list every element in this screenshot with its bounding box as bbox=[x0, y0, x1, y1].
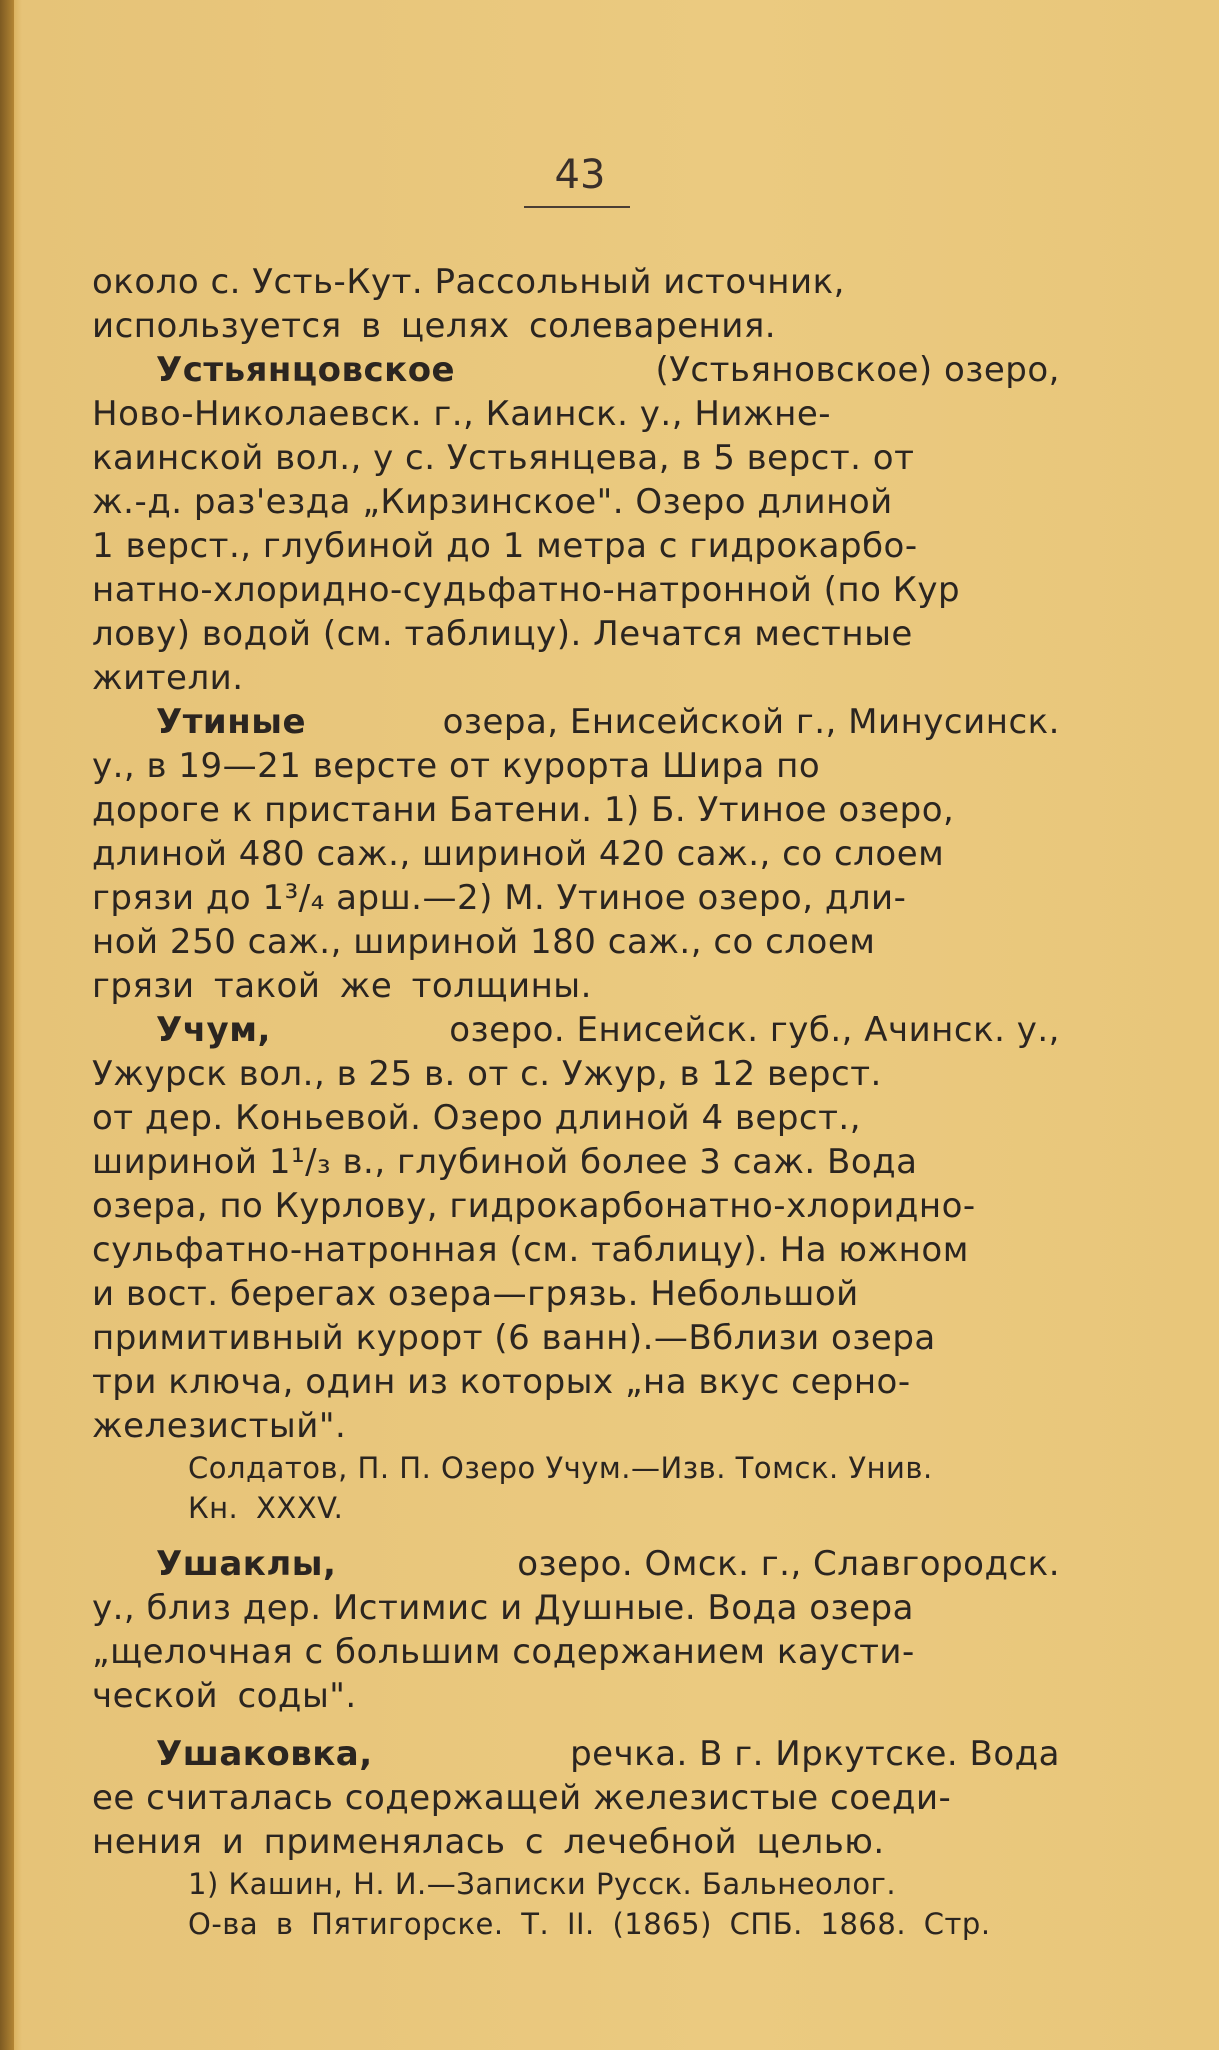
text-line: используется в целях солеварения. bbox=[92, 306, 777, 346]
text-line: „щелочная с большим содержанием каусти- bbox=[92, 1632, 915, 1672]
entry-term: Ушаклы, bbox=[156, 1544, 337, 1584]
page-number: 43 bbox=[554, 152, 606, 198]
text-line: нения и применялась с лечебной целью. bbox=[92, 1822, 885, 1862]
text-line: ной 250 саж., шириной 180 саж., со слоем bbox=[92, 922, 876, 962]
entry-first-line: Утиные озера, Енисейской г., Минусинск. bbox=[156, 702, 1060, 742]
entry-term: Учум, bbox=[156, 1010, 271, 1050]
page-text bbox=[92, 260, 1060, 1944]
page-number-rule bbox=[524, 206, 630, 208]
text-line: жители. bbox=[92, 658, 244, 698]
text-line: шириной 1¹/₃ в., глубиной более 3 саж. Вода bbox=[92, 1142, 918, 1182]
book-spine-edge bbox=[0, 0, 14, 2050]
text-line: три ключа, один из которых „на вкус серно- bbox=[92, 1362, 911, 1402]
text-line: примитивный курорт (6 ванн).—Вблизи озера bbox=[92, 1318, 936, 1358]
text-line: натно-хлоридно-судьфатно-натронной (по Кур bbox=[92, 570, 961, 610]
text-line: ж.-д. раз'езда „Кирзинское". Озеро длиной bbox=[92, 482, 893, 522]
entry-first-line: Ушаклы, озеро. Омск. г., Славгородск. bbox=[156, 1544, 1060, 1584]
text-line: лову) водой (см. таблицу). Лечатся местные bbox=[92, 614, 913, 654]
text-line: каинской вол., у с. Устьянцева, в 5 верст. от bbox=[92, 438, 915, 478]
text-line: железистый". bbox=[92, 1406, 347, 1446]
reference-line: 1) Кашин, Н. И.—Записки Русск. Бальнеолог. bbox=[188, 1867, 897, 1901]
text-line: сульфатно-натронная (см. таблицу). На южном bbox=[92, 1230, 969, 1270]
text-line: дороге к пристани Батени. 1) Б. Утиное озеро, bbox=[92, 790, 955, 830]
text-line: ее считалась содержащей железистые соеди- bbox=[92, 1778, 952, 1818]
text-line: и вост. берегах озера—грязь. Небольшой bbox=[92, 1274, 859, 1314]
text-line: Ужурск вол., в 25 в. от с. Ужур, в 12 верст. bbox=[92, 1054, 882, 1094]
entry-first-line: Учум, озеро. Енисейск. губ., Ачинск. у., bbox=[156, 1010, 1060, 1050]
text-line: у., близ дер. Истимис и Душные. Вода озера bbox=[92, 1588, 914, 1628]
text-line: озера, по Курлову, гидрокарбонатно-хлоридно- bbox=[92, 1186, 976, 1226]
text-line: грязи такой же толщины. bbox=[92, 966, 592, 1006]
reference-line: Кн. XXXV. bbox=[188, 1491, 344, 1525]
text-line: Ново-Николаевск. г., Каинск. у., Нижне- bbox=[92, 394, 832, 434]
text-line: от дер. Коньевой. Озеро длиной 4 верст., bbox=[92, 1098, 862, 1138]
text-line: грязи до 1³/₄ арш.—2) М. Утиное озеро, дли- bbox=[92, 878, 907, 918]
reference-line: О-ва в Пятигорске. Т. II. (1865) СПБ. 1868. Стр. bbox=[188, 1907, 991, 1941]
text-line: ческой соды". bbox=[92, 1676, 357, 1716]
entry-term: Устьянцовское bbox=[156, 350, 456, 390]
entry-term: Утиные bbox=[156, 702, 307, 742]
entry-first-line: Ушаковка, речка. В г. Иркутске. Вода bbox=[156, 1734, 1060, 1774]
text-line: 1 верст., глубиной до 1 метра с гидрокарбо- bbox=[92, 526, 918, 566]
text-line: около с. Усть-Кут. Рассольный источник, bbox=[92, 262, 845, 302]
text-line: длиной 480 саж., шириной 420 саж., со слоем bbox=[92, 834, 945, 874]
reference-line: Солдатов, П. П. Озеро Учум.—Изв. Томск. Унив. bbox=[188, 1451, 933, 1485]
entry-first-line: Устьянцовское (Устьяновское) озеро, bbox=[156, 350, 1060, 390]
entry-term: Ушаковка, bbox=[156, 1734, 373, 1774]
text-line: у., в 19—21 версте от курорта Шира по bbox=[92, 746, 821, 786]
